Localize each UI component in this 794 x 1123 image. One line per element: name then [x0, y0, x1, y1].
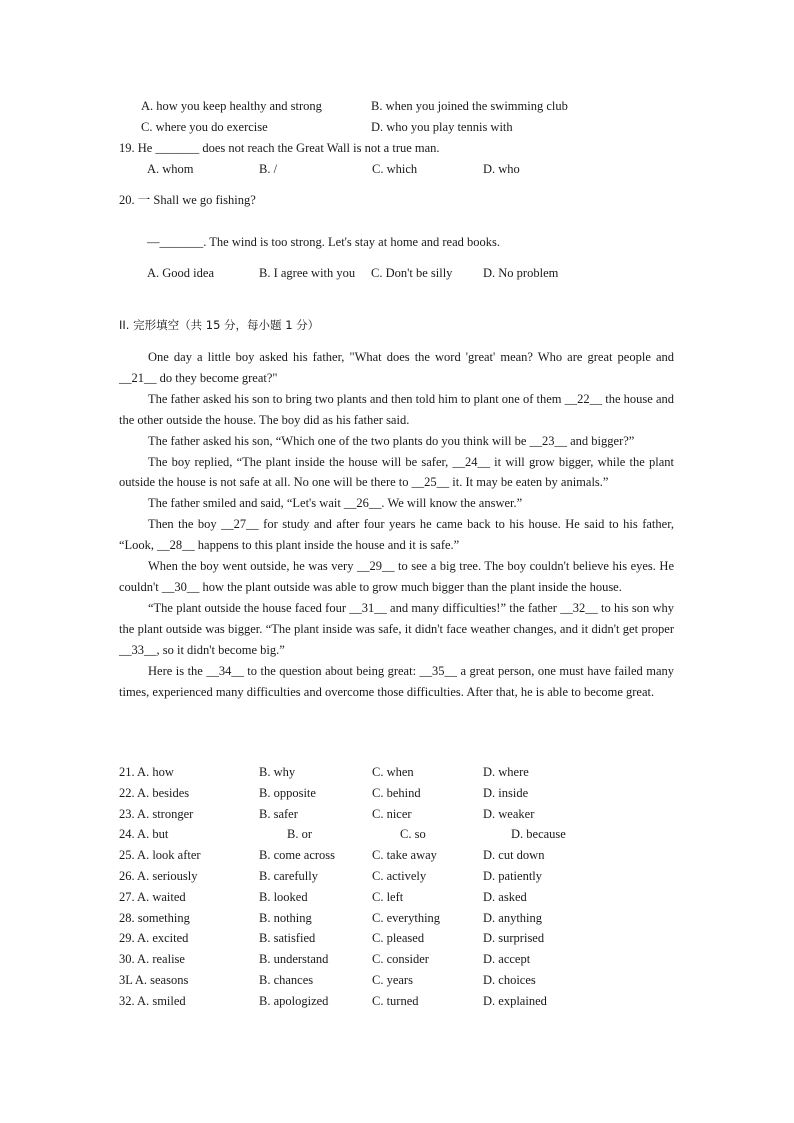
option-number-a: 23. A. stronger	[119, 807, 194, 821]
q20-stem: 20. 一 Shall we go fishing?	[119, 193, 256, 207]
option-d: D. inside	[483, 786, 529, 800]
option-d: D. where	[483, 765, 529, 779]
option-d: D. patiently	[483, 869, 543, 883]
option-c: C. nicer	[372, 807, 412, 821]
option-number-a: 30. A. realise	[119, 952, 185, 966]
option-c: C. consider	[372, 952, 429, 966]
passage-paragraph: The father asked his son, “Which one of the two plants do you think will be __23__ and bigger?”	[148, 433, 635, 448]
option-b: B. safer	[259, 807, 298, 821]
q18-option-b: B. when you joined the swimming club	[371, 99, 568, 113]
option-c: C. turned	[372, 994, 419, 1008]
option-number-a: 28. something	[119, 911, 190, 925]
option-b: B. looked	[259, 890, 308, 904]
passage-paragraph: The father asked his son to bring two plants and then told him to plant one of them __22__ the house and the other outside the house. The boy did as his father said.	[119, 391, 674, 427]
q18-option-c: C. where you do exercise	[141, 120, 268, 134]
option-number-a: 21. A. how	[119, 765, 174, 779]
option-c: C. pleased	[372, 931, 425, 945]
option-d: D. weaker	[483, 807, 535, 821]
option-c: C. behind	[372, 786, 421, 800]
option-number-a: 25. A. look after	[119, 848, 201, 862]
q19-stem: 19. He _______ does not reach the Great Wall is not a true man.	[119, 141, 440, 155]
option-c: C. take away	[372, 848, 437, 862]
passage-paragraph: The father smiled and said, “Let's wait __26__. We will know the answer.”	[148, 496, 523, 511]
section-title: II. 完形填空（共 15 分，每小题 1 分）	[119, 318, 320, 332]
option-c: C. years	[372, 973, 413, 987]
option-d: D. asked	[483, 890, 527, 904]
option-b: B. why	[259, 765, 296, 779]
option-number-a: 26. A. seriously	[119, 869, 198, 883]
option-d: D. anything	[483, 911, 543, 925]
passage-paragraph: When the boy went outside, he was very __29__ to see a big tree. The boy couldn't believe his eyes. He couldn't __30__ how the plant outside was able to grow much bigger than the plant inside the house.	[119, 559, 674, 594]
q19-option-d: D. who	[483, 162, 520, 176]
q20-option-a: A. Good idea	[147, 266, 214, 280]
q18-option-d: D. who you play tennis with	[371, 120, 513, 134]
option-number-a: 3L A. seasons	[119, 973, 189, 987]
option-b: B. chances	[259, 973, 314, 987]
passage-paragraph: One day a little boy asked his father, "What does the word 'great' mean? Who are great people and __21__ do they become great?"	[119, 350, 674, 385]
q19-option-b: B. /	[259, 162, 278, 176]
q19-option-c: C. which	[372, 162, 418, 176]
option-d: D. explained	[483, 994, 547, 1008]
option-c: C. left	[372, 890, 404, 904]
option-b: B. satisfied	[259, 931, 316, 945]
option-d: D. cut down	[483, 848, 545, 862]
option-b: B. apologized	[259, 994, 329, 1008]
q20-reply: —_______. The wind is too strong. Let's stay at home and read books.	[147, 235, 501, 249]
option-b: B. come across	[259, 848, 336, 862]
option-number-a: 24. A. but	[119, 827, 169, 841]
passage-paragraph: “The plant outside the house faced four __31__ and many difficulties!” the father __32__ to his son why the plant outside was bigger. “The plant inside was safe, it didn't face weather changes, and it didn't get proper __33__, so it didn't become big.”	[119, 600, 674, 657]
q18-option-a: A. how you keep healthy and strong	[141, 99, 322, 113]
option-d: D. choices	[483, 973, 536, 987]
option-b: B. or	[287, 827, 312, 841]
q20-option-c: C. Don't be silly	[371, 266, 453, 280]
option-b: B. carefully	[259, 869, 319, 883]
option-c: C. when	[372, 765, 414, 779]
option-number-a: 32. A. smiled	[119, 994, 186, 1008]
q19-option-a: A. whom	[147, 162, 194, 176]
option-d: D. because	[511, 827, 566, 841]
cloze-passage	[119, 347, 674, 702]
option-b: B. nothing	[259, 911, 312, 925]
option-c: C. so	[400, 827, 426, 841]
option-number-a: 27. A. waited	[119, 890, 186, 904]
passage-paragraph: The boy replied, “The plant inside the house will be safer, __24__ it will grow bigger, while the plant outside the house is not safe at all. No one will be there to __25__ it. It may be eaten by animals.”	[119, 454, 674, 490]
passage-paragraph: Here is the __34__ to the question about being great: __35__ a great person, one must have failed many times, experienced many difficulties and overcome those difficulties. After that, he is able to become great.	[119, 663, 674, 699]
option-c: C. everything	[372, 911, 441, 925]
option-number-a: 29. A. excited	[119, 931, 189, 945]
option-number-a: 22. A. besides	[119, 786, 190, 800]
passage-paragraph: Then the boy __27__ for study and after four years he came back to his house. He said to his father, “Look, __28__ happens to this plant inside the house and it is safe.”	[119, 517, 674, 553]
option-d: D. surprised	[483, 931, 545, 945]
q20-option-d: D. No problem	[483, 266, 559, 280]
option-c: C. actively	[372, 869, 427, 883]
option-d: D. accept	[483, 952, 531, 966]
option-b: B. opposite	[259, 786, 316, 800]
q20-option-b: B. I agree with you	[259, 266, 356, 280]
option-b: B. understand	[259, 952, 329, 966]
